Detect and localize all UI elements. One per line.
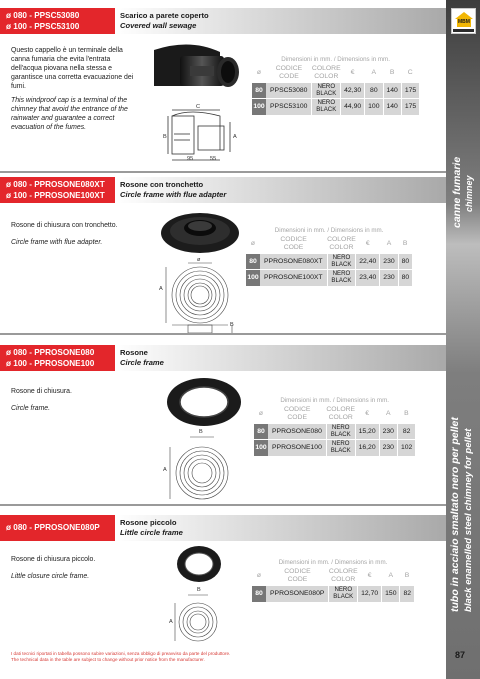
- product-section-wall-sewage: [0, 8, 446, 168]
- product-title-it: Rosone con tronchetto: [120, 180, 204, 189]
- col-header-price: €: [365, 239, 370, 247]
- product-code-line: ø 100 - PPSC53100: [6, 22, 80, 31]
- product-title-en: Little circle frame: [120, 528, 183, 537]
- col-header-color: COLORE COLOR: [327, 236, 356, 251]
- col-header-a: A: [388, 571, 394, 579]
- col-header-price: €: [365, 409, 369, 417]
- cell-color: NERO BLACK: [326, 440, 355, 456]
- spec-table: [246, 227, 412, 286]
- section-divider: [0, 504, 446, 506]
- cell-price: 12,70: [358, 586, 382, 602]
- table-row: [246, 254, 412, 270]
- spec-table: [252, 559, 414, 602]
- description-it: Rosone di chiusura con tronchetto.: [11, 222, 118, 229]
- spec-table: [254, 397, 415, 456]
- cell-code: PPROSONE100XT: [260, 270, 327, 286]
- drawing-label-a: A: [233, 134, 237, 140]
- cell-a: 100: [365, 99, 383, 115]
- description-en: Circle frame.: [11, 405, 51, 412]
- cell-code: PPROSONE080: [268, 424, 326, 440]
- product-title-en: Circle frame with flue adapter: [120, 190, 227, 199]
- footnote: [11, 651, 230, 663]
- section-header: [0, 8, 446, 34]
- product-code-box: [0, 177, 115, 203]
- product-code-line: ø 100 - PPROSONE100: [6, 359, 95, 368]
- page-number: 87: [455, 650, 466, 660]
- circle-frame-adapter-photo: [160, 211, 240, 255]
- product-section-circle-frame-adapter: [0, 177, 446, 335]
- logo-roof-shape: [455, 12, 473, 19]
- cell-diameter: 100: [252, 99, 266, 115]
- description-en: Little closure circle frame.: [11, 573, 90, 580]
- cell-a: 230: [380, 270, 398, 286]
- cell-price: 44,90: [341, 99, 365, 115]
- product-title-it: Scarico a parete coperto: [120, 11, 209, 20]
- sidebar-subtitle-it: tubo in acciaio smaltato nero per pellet: [449, 417, 461, 612]
- product-title-bar: [115, 8, 446, 34]
- col-header-color: COLORE COLOR: [326, 406, 356, 421]
- product-title-bar: [115, 345, 446, 371]
- cell-b: 82: [400, 586, 414, 602]
- dimensions-caption: Dimensioni in mm. / Dimensions in mm.: [278, 559, 388, 566]
- drawing-label-c: C: [196, 104, 201, 110]
- drawing-label-b: B: [163, 134, 167, 140]
- drawing-label-a: A: [163, 467, 167, 473]
- cell-color: NERO BLACK: [312, 99, 341, 115]
- col-header-price: €: [350, 68, 355, 76]
- cell-code: PPSC53100: [266, 99, 312, 115]
- cell-a: 150: [382, 586, 400, 602]
- product-code-line: ø 080 - PPROSONE080: [6, 348, 95, 357]
- col-header-diameter: ø: [256, 68, 262, 76]
- logo-tagline-bar: [453, 29, 474, 32]
- product-title-bar: [115, 515, 446, 541]
- cell-code: PPROSONE080XT: [260, 254, 327, 270]
- cell-b: 80: [398, 270, 412, 286]
- sidebar-title-it: canne fumarie: [451, 156, 463, 228]
- cell-a: 230: [380, 254, 398, 270]
- col-header-code: CODICE CODE: [284, 568, 311, 583]
- description-it: Rosone di chiusura piccolo.: [11, 556, 96, 563]
- drawing-width-2: 55: [210, 156, 217, 162]
- product-code-box: [0, 8, 115, 34]
- drawing-label-b: B: [230, 322, 234, 328]
- description-en: Circle frame with flue adapter.: [11, 239, 103, 246]
- cell-diameter: 80: [254, 424, 268, 440]
- table-row: [246, 270, 412, 286]
- section-divider: [0, 333, 446, 335]
- col-header-c: C: [407, 68, 413, 76]
- footnote-it: I dati tecnici riportati in tabella possono subire variazioni, senza obbligo di preavviso da parte del produttore.: [11, 651, 231, 656]
- spec-table: [252, 56, 419, 115]
- section-divider: [0, 171, 446, 173]
- product-code-line: ø 080 - PPSC53080: [6, 11, 80, 20]
- col-header-diameter: ø: [256, 571, 262, 579]
- table-row: [252, 99, 419, 115]
- col-header-diameter: ø: [258, 409, 264, 417]
- col-header-a: A: [386, 409, 391, 417]
- drawing-label-diameter: ø: [197, 257, 201, 263]
- product-description: [11, 555, 141, 586]
- col-header-code: CODICE CODE: [280, 236, 307, 251]
- product-title-it: Rosone piccolo: [120, 518, 177, 527]
- col-header-diameter: ø: [250, 239, 256, 247]
- cell-a: 230: [379, 424, 397, 440]
- little-circle-frame-photo: [176, 545, 222, 583]
- product-title-en: Circle frame: [120, 358, 164, 367]
- cell-price: 15,20: [355, 424, 379, 440]
- cell-diameter: 80: [252, 83, 266, 99]
- cell-a: 80: [365, 83, 383, 99]
- cell-price: 22,40: [356, 254, 380, 270]
- product-title-it: Rosone: [120, 348, 148, 357]
- product-code-box: [0, 515, 115, 541]
- footnote-en: The technical data in the table are subject to change without prior notice from the manufacturer.: [11, 657, 205, 662]
- product-description: [11, 387, 141, 418]
- circle-frame-drawing: [166, 431, 236, 503]
- cell-color: NERO BLACK: [329, 586, 358, 602]
- col-header-b: B: [402, 239, 408, 247]
- product-title-bar: [115, 177, 446, 203]
- table-row: [252, 83, 419, 99]
- drawing-label-a: A: [169, 619, 173, 625]
- table-row: [254, 424, 415, 440]
- table-row: [252, 586, 414, 602]
- little-circle-frame-drawing: [172, 591, 222, 645]
- cell-diameter: 100: [254, 440, 268, 456]
- cell-diameter: 80: [246, 254, 260, 270]
- cell-price: 42,30: [341, 83, 365, 99]
- cell-c: 175: [401, 99, 419, 115]
- product-description: [11, 46, 136, 137]
- cell-code: PPROSONE100: [268, 440, 326, 456]
- cell-diameter: 100: [246, 270, 260, 286]
- sidebar-title-en: chimney: [464, 175, 474, 212]
- product-section-little-circle-frame: [0, 515, 446, 650]
- wall-sewage-drawing: [160, 104, 240, 168]
- cell-code: PPSC53080: [266, 83, 312, 99]
- drawing-label-a: A: [159, 286, 163, 292]
- cell-b: 140: [383, 99, 401, 115]
- col-header-price: €: [367, 571, 372, 579]
- col-header-b: B: [404, 571, 410, 579]
- product-description: [11, 221, 141, 252]
- sidebar-subtitle-en: black enamelled steel chimney for pellet: [463, 428, 474, 612]
- cell-b: 102: [397, 440, 415, 456]
- section-header: [0, 515, 446, 541]
- section-header: [0, 177, 446, 203]
- brand-logo: [451, 8, 476, 34]
- dimensions-caption: Dimensioni in mm. / Dimensions in mm.: [274, 227, 384, 234]
- cell-color: NERO BLACK: [327, 270, 356, 286]
- logo-text: MBM: [458, 19, 470, 25]
- product-code-line: ø 080 - PPROSONE080P: [6, 523, 100, 532]
- cell-color: NERO BLACK: [312, 83, 341, 99]
- product-code-box: [0, 345, 115, 371]
- cell-price: 16,20: [355, 440, 379, 456]
- col-header-a: A: [386, 239, 392, 247]
- cell-a: 230: [379, 440, 397, 456]
- product-title-en: Covered wall sewage: [120, 21, 197, 30]
- col-header-b: B: [404, 409, 409, 417]
- cell-color: NERO BLACK: [327, 254, 356, 270]
- table-row: [254, 440, 415, 456]
- product-section-circle-frame: [0, 345, 446, 505]
- description-en: This windproof cap is a terminal of the chimney that avoid the entrance of the rainwater and guarantee a correct evacuation of the fumes.: [11, 97, 128, 131]
- description-it: Questo cappello è un terminale della canna fumaria che evita l'entrata dell'acqua piovana nella stessa e garantisce una corretta evacuazione dei fumi.: [11, 47, 134, 90]
- cell-b: 82: [397, 424, 415, 440]
- cell-color: NERO BLACK: [326, 424, 355, 440]
- cell-price: 23,40: [356, 270, 380, 286]
- cell-diameter: 80: [252, 586, 266, 602]
- circle-frame-adapter-drawing: [162, 257, 242, 341]
- col-header-color: COLORE COLOR: [311, 65, 341, 80]
- col-header-color: COLORE COLOR: [328, 568, 358, 583]
- wall-sewage-photo: [150, 42, 242, 92]
- col-header-b: B: [389, 68, 395, 76]
- section-header: [0, 345, 446, 371]
- product-code-line: ø 100 - PPROSONE100XT: [6, 191, 105, 200]
- cell-b: 140: [383, 83, 401, 99]
- product-code-line: ø 080 - PPROSONE080XT: [6, 180, 105, 189]
- dimensions-caption: Dimensioni in mm. / Dimensions in mm.: [281, 56, 390, 63]
- col-header-code: CODICE CODE: [275, 65, 303, 80]
- circle-frame-photo: [166, 377, 242, 427]
- col-header-a: A: [371, 68, 377, 76]
- cell-c: 175: [401, 83, 419, 99]
- drawing-width-1: 95: [187, 156, 194, 162]
- cell-b: 80: [398, 254, 412, 270]
- drawing-label-b: B: [199, 429, 203, 435]
- col-header-code: CODICE CODE: [283, 406, 311, 421]
- cell-code: PPROSONE080P: [266, 586, 329, 602]
- drawing-label-b: B: [197, 587, 201, 593]
- description-it: Rosone di chiusura.: [11, 388, 72, 395]
- dimensions-caption: Dimensioni in mm. / Dimensions in mm.: [280, 397, 389, 404]
